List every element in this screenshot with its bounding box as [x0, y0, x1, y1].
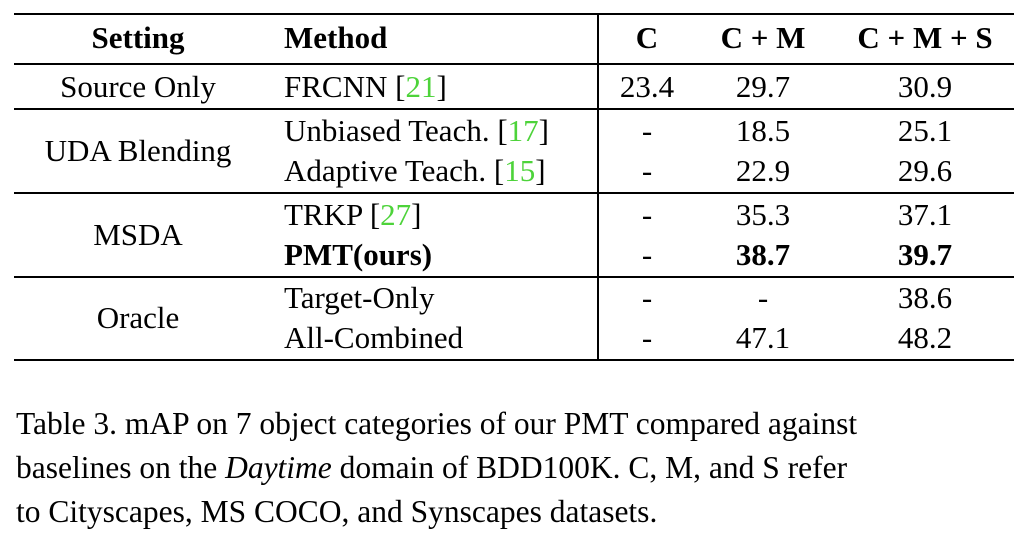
group-rule-1: [14, 108, 1014, 110]
value-c: -: [641, 113, 653, 148]
method-cell: [284, 235, 432, 275]
top-rule: [14, 13, 1014, 15]
method-cell: [284, 318, 463, 358]
citation-close: ]: [535, 153, 546, 188]
citation-close: ]: [436, 69, 447, 104]
value-cms: 39.7: [897, 237, 953, 272]
header-c: C: [635, 20, 659, 55]
method-name: PMT(ours): [284, 237, 433, 272]
method-name: All-Combined: [284, 320, 464, 355]
value-c: -: [641, 237, 653, 272]
group-source-only: Source Only: [60, 69, 216, 104]
method-name: Target-Only: [284, 280, 435, 315]
method-cell: [284, 67, 447, 107]
header-cm: C + M: [720, 20, 806, 55]
method-name: Adaptive Teach. [: [284, 153, 505, 188]
value-cm: 29.7: [735, 69, 791, 104]
group-uda-blending: UDA Blending: [44, 133, 232, 168]
header-method: Method: [284, 20, 388, 55]
citation-close: ]: [538, 113, 549, 148]
value-cms: 25.1: [897, 113, 953, 148]
value-cms: 38.6: [897, 280, 953, 315]
citation-ref: 21: [405, 69, 437, 104]
citation-close: ]: [411, 197, 422, 232]
group-rule-2: [14, 192, 1014, 194]
value-c: 23.4: [619, 69, 675, 104]
value-cms: 48.2: [897, 320, 953, 355]
value-c: -: [641, 153, 653, 188]
method-cell: [284, 111, 549, 151]
caption-line-2: [16, 446, 1016, 490]
citation-ref: 27: [380, 197, 412, 232]
value-cm: 47.1: [735, 320, 791, 355]
value-c: -: [641, 280, 653, 315]
method-name: Unbiased Teach. [: [284, 113, 508, 148]
method-cell: [284, 278, 435, 318]
caption-line-2-start: baselines on the: [16, 450, 226, 485]
bottom-rule: [14, 359, 1014, 361]
caption-line-3: to Cityscapes, MS COCO, and Synscapes datasets.: [16, 494, 658, 529]
citation-ref: 17: [507, 113, 539, 148]
header-setting: Setting: [91, 20, 185, 55]
caption-line-1: Table 3. mAP on 7 object categories of our PMT compared against: [16, 406, 858, 441]
value-cms: 29.6: [897, 153, 953, 188]
header-rule: [14, 63, 1014, 65]
method-name: FRCNN [: [284, 69, 406, 104]
value-cm: 18.5: [735, 113, 791, 148]
method-name: TRKP [: [284, 197, 381, 232]
method-cell: [284, 195, 422, 235]
value-cm: 35.3: [735, 197, 791, 232]
group-msda: MSDA: [93, 217, 183, 252]
caption-line-2-end: domain of BDD100K. C, M, and S refer: [331, 450, 848, 485]
column-separator: [597, 13, 599, 361]
table-caption: [16, 402, 1016, 534]
value-cm: 22.9: [735, 153, 791, 188]
citation-ref: 15: [504, 153, 536, 188]
value-c: -: [641, 197, 653, 232]
method-cell: [284, 151, 546, 191]
value-cm: 38.7: [735, 237, 791, 272]
caption-domain-name: Daytime: [225, 450, 332, 485]
value-c: -: [641, 320, 653, 355]
value-cms: 30.9: [897, 69, 953, 104]
value-cm: -: [757, 280, 769, 315]
group-oracle: Oracle: [96, 300, 180, 335]
header-cms: C + M + S: [857, 20, 993, 55]
value-cms: 37.1: [897, 197, 953, 232]
group-rule-3: [14, 276, 1014, 278]
